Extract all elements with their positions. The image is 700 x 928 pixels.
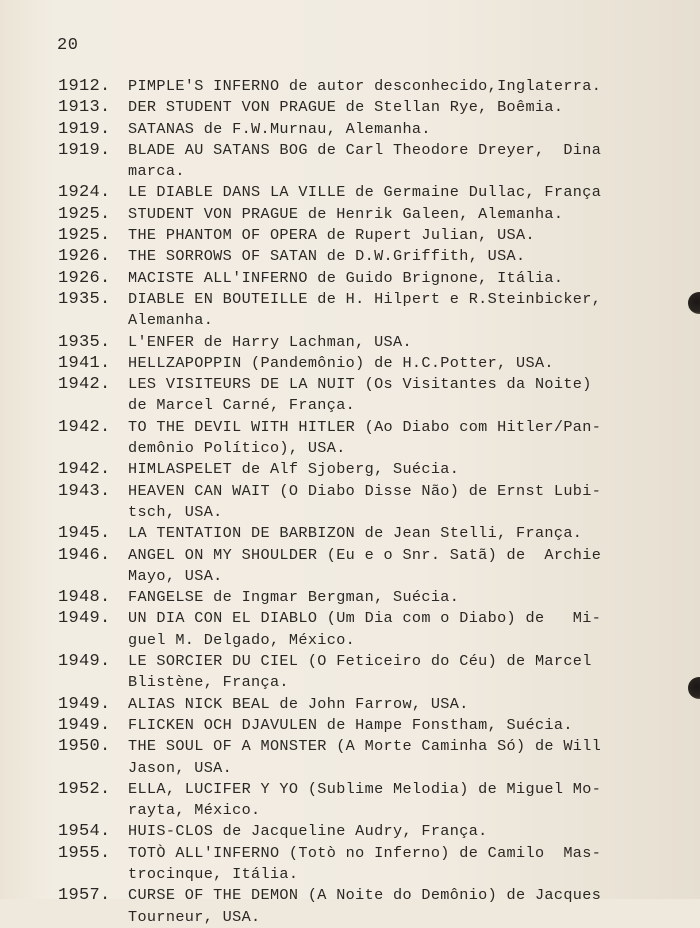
film-description-line: ELLA, LUCIFER Y YO (Sublime Melodia) de Miguel Mo- [128,779,602,798]
film-description-line: Tourneur, USA. [128,907,261,926]
film-year: 1926. [58,247,111,267]
film-year: 1949. [58,715,111,735]
film-description-line: UN DIA CON EL DIABLO (Um Dia com o Diabo) de Mi- [128,609,602,628]
film-description-line: DER STUDENT VON PRAGUE de Stellan Rye, Boêmia. [128,98,564,117]
film-description-line: DIABLE EN BOUTEILLE de H. Hilpert e R.Steinbicker, [128,289,602,308]
film-description-line: marca. [128,162,185,181]
film-year: 1943. [58,481,111,501]
film-description-line: de Marcel Carné, França. [128,396,356,415]
film-entry [58,885,678,928]
film-description [128,246,678,267]
film-year: 1950. [58,737,111,757]
film-entry [58,332,678,353]
film-description-line: HELLZAPOPPIN (Pandemônio) de H.C.Potter, USA. [128,353,554,372]
film-year: 1942. [58,417,111,437]
film-entry [58,651,678,694]
film-description [128,736,678,779]
film-entry [58,353,678,374]
film-description-line: guel M. Delgado, México. [128,630,356,649]
film-description [128,608,678,651]
film-description-line: L'ENFER de Harry Lachman, USA. [128,332,412,351]
film-entry [58,715,678,736]
film-year: 1919. [58,140,111,160]
film-description-line: Mayo, USA. [128,566,223,585]
binder-hole-bottom [688,677,700,699]
film-description-line: Blistène, França. [128,673,289,692]
film-description-line: FANGELSE de Ingmar Bergman, Suécia. [128,588,460,607]
film-entry [58,182,678,203]
film-year: 1957. [58,886,111,906]
film-description-line: THE SORROWS OF SATAN de D.W.Griffith, USA. [128,247,526,266]
film-year: 1942. [58,460,111,480]
film-year: 1946. [58,545,111,565]
film-description-line: HUIS-CLOS de Jacqueline Audry, França. [128,822,488,841]
film-description-line: THE SOUL OF A MONSTER (A Morte Caminha Só) de Will [128,737,602,756]
film-description [128,587,678,608]
film-description-line: HIMLASPELET de Alf Sjoberg, Suécia. [128,460,460,479]
page-number: 20 [57,36,79,55]
film-year: 1948. [58,588,111,608]
film-description [128,715,678,736]
film-entry [58,843,678,886]
film-description [128,694,678,715]
film-year: 1942. [58,375,111,395]
film-description-line: rayta, México. [128,801,261,820]
film-description [128,289,678,332]
film-entry [58,417,678,460]
film-entry [58,268,678,289]
film-description [128,268,678,289]
film-entry [58,779,678,822]
film-entry [58,225,678,246]
film-entry [58,289,678,332]
film-year: 1935. [58,289,111,309]
film-description [128,374,678,417]
film-description [128,182,678,203]
film-description-line: LES VISITEURS DE LA NUIT (Os Visitantes da Noite) [128,375,592,394]
film-entry [58,694,678,715]
film-description-line: SATANAS de F.W.Murnau, Alemanha. [128,119,431,138]
film-entry [58,736,678,779]
film-year: 1925. [58,204,111,224]
binder-hole-top [688,292,700,314]
film-description-line: ALIAS NICK BEAL de John Farrow, USA. [128,694,469,713]
film-entry [58,97,678,118]
film-entry [58,608,678,651]
film-year: 1935. [58,332,111,352]
film-description-line: HEAVEN CAN WAIT (O Diabo Disse Não) de Ernst Lubi- [128,481,602,500]
film-description-line: demônio Político), USA. [128,439,346,458]
film-year: 1926. [58,268,111,288]
film-description [128,481,678,524]
film-year: 1952. [58,779,111,799]
film-year: 1925. [58,226,111,246]
film-description-line: ANGEL ON MY SHOULDER (Eu e o Snr. Satã) de Archie [128,545,602,564]
film-description-line: TO THE DEVIL WITH HITLER (Ao Diabo com Hitler/Pan- [128,417,602,436]
film-description [128,821,678,842]
film-description [128,523,678,544]
film-description [128,651,678,694]
film-description-line: PIMPLE'S INFERNO de autor desconhecido,Inglaterra. [128,77,602,95]
film-description [128,332,678,353]
filmography-list [58,76,678,928]
film-year: 1954. [58,822,111,842]
film-year: 1941. [58,353,111,373]
film-entry [58,204,678,225]
film-description [128,225,678,246]
film-year: 1955. [58,843,111,863]
film-description-line: LA TENTATION DE BARBIZON de Jean Stelli, França. [128,524,583,543]
film-entry [58,545,678,588]
film-year: 1912. [58,77,111,96]
film-description-line: FLICKEN OCH DJAVULEN de Hampe Fonstham, Suécia. [128,715,573,734]
film-description-line: MACISTE ALL'INFERNO de Guido Brignone, Itália. [128,268,564,287]
film-description-line: TOTÒ ALL'INFERNO (Totò no Inferno) de Camilo Mas- [128,843,602,862]
film-description-line: Alemanha. [128,311,214,330]
film-description [128,779,678,822]
film-description [128,204,678,225]
film-entry [58,587,678,608]
film-description [128,417,678,460]
film-description [128,140,678,183]
film-year: 1945. [58,524,111,544]
film-entry [58,76,678,97]
film-entry [58,481,678,524]
film-year: 1919. [58,119,111,139]
film-entry [58,246,678,267]
film-entry [58,523,678,544]
film-year: 1949. [58,609,111,629]
film-entry [58,119,678,140]
film-description [128,545,678,588]
film-description [128,459,678,480]
film-description-line: LE DIABLE DANS LA VILLE de Germaine Dullac, França [128,183,602,202]
film-entry [58,374,678,417]
film-description-line: LE SORCIER DU CIEL (O Feticeiro do Céu) de Marcel [128,652,592,671]
film-description-line: CURSE OF THE DEMON (A Noite do Demônio) de Jacques [128,886,602,905]
film-description-line: BLADE AU SATANS BOG de Carl Theodore Dreyer, Dina [128,140,602,159]
film-description [128,97,678,118]
film-year: 1913. [58,98,111,118]
film-description [128,885,678,928]
film-description-line: STUDENT VON PRAGUE de Henrik Galeen, Alemanha. [128,204,564,223]
film-entry [58,140,678,183]
film-entry [58,821,678,842]
film-entry [58,459,678,480]
film-year: 1924. [58,183,111,203]
film-description-line: Jason, USA. [128,758,233,777]
film-description [128,843,678,886]
film-description-line: tsch, USA. [128,502,223,521]
film-description-line: trocinque, Itália. [128,864,299,883]
film-description-line: THE PHANTOM OF OPERA de Rupert Julian, USA. [128,226,535,245]
film-year: 1949. [58,694,111,714]
film-year: 1949. [58,652,111,672]
film-description [128,353,678,374]
film-description [128,119,678,140]
film-description [128,76,678,97]
